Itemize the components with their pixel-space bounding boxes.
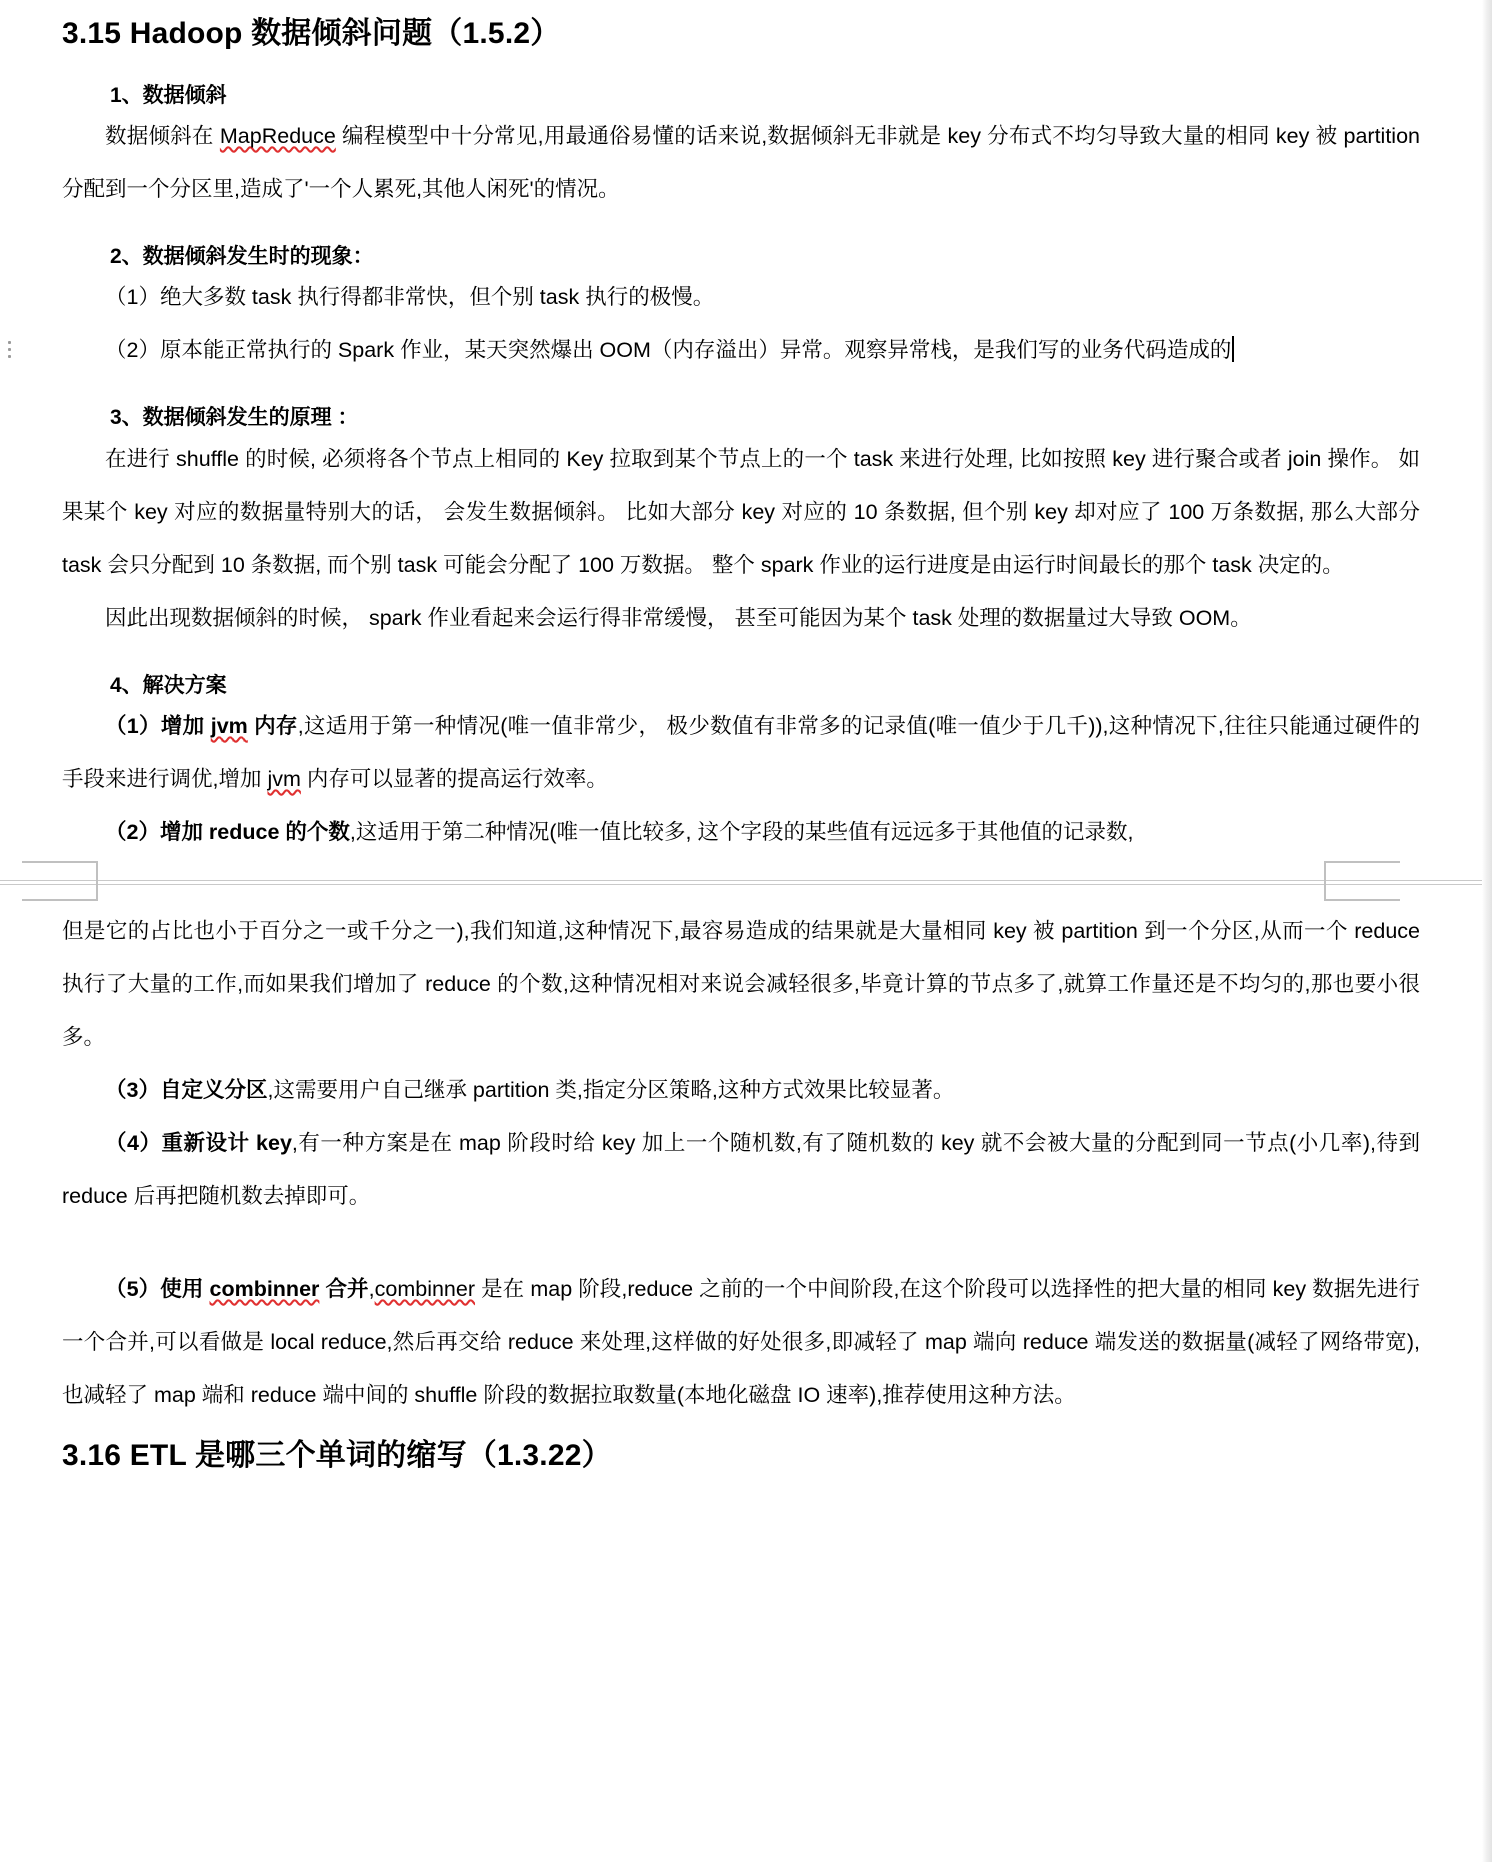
paragraph-drag-handle[interactable]	[6, 341, 12, 358]
list-item-4-5	[0, 1263, 1482, 1422]
page-title: 3.15 Hadoop 数据倾斜问题（1.5.2）	[62, 17, 561, 50]
page-break-mark-left	[22, 859, 98, 903]
list-item-4-1-label-b: 内存	[247, 714, 298, 739]
paragraph-text-lead: 数据倾斜在	[105, 123, 220, 148]
list-item-4-3-body: ,这需要用户自己继承 partition 类,指定分区策略,这种方式效果比较显著。	[267, 1078, 955, 1103]
section-heading-3: 3、数据倾斜发生的原理 ：	[110, 406, 359, 430]
page-break-rule	[0, 880, 1482, 885]
paragraph-data-skew-intro	[0, 110, 1482, 216]
list-item-2-2-text: （2）原本能正常执行的 Spark 作业，某天突然爆出 OOM（内存溢出）异常。观察异常栈，是我们写的业务代码造成的	[105, 338, 1232, 363]
text-cursor	[1232, 336, 1234, 362]
list-item-4-5-body-a: ,	[368, 1277, 375, 1302]
page-right-edge	[1482, 0, 1492, 1862]
section-heading-1: 1、数据倾斜	[110, 83, 227, 107]
drag-handle-dot	[8, 348, 11, 351]
section-heading-2: 2、数据倾斜发生时的现象：	[110, 244, 374, 268]
list-item-2-2	[0, 324, 1482, 377]
list-item-4-2-continued: 但是它的占比也小于百分之一或千分之一),我们知道,这种情况下,最容易造成的结果就是大量相同 key 被 partition 到一个分区,从而一个 reduce 执行了大量的工作,而如果我们增加了 reduce 的个数,这种情况相对来说会减轻很多,毕竟计算的节点多了,就算工作量还是不均匀的,那也要小很多。	[62, 919, 1420, 1050]
paragraph-spacer	[0, 1223, 1482, 1263]
spellcheck-term-combinner-2[interactable]: combinner	[374, 1277, 476, 1302]
paragraph-principle-2: 因此出现数据倾斜的时候， spark 作业看起来会运行得非常缓慢， 甚至可能因为某个 task 处理的数据量过大导致 OOM。	[105, 605, 1252, 630]
spellcheck-term-jvm-1[interactable]: jvm	[210, 714, 248, 739]
list-item-4-4-label: （4）重新设计 key	[105, 1131, 292, 1156]
list-item-4-5-label-a: （5）使用	[105, 1277, 210, 1302]
list-item-4-1-body-b: 内存可以显著的提高运行效率。	[300, 767, 608, 792]
list-item-4-3-label: （3）自定义分区	[105, 1078, 268, 1103]
list-item-4-1-label-a: （1）增加	[105, 714, 211, 739]
page-break-mark-right	[1324, 859, 1400, 903]
list-item-4-4-body: ,有一种方案是在 map 阶段时给 key 加上一个随机数,有了随机数的 key 就不会被大量的分配到同一节点(小几率),待到 reduce 后再把随机数去掉即可。	[62, 1131, 1420, 1209]
list-item-4-4	[0, 1117, 1482, 1223]
spellcheck-term-jvm-2[interactable]: jvm	[267, 767, 301, 792]
paragraph-principle-1: 在进行 shuffle 的时候, 必须将各个节点上相同的 Key 拉取到某个节点上的一个 task 来进行处理, 比如按照 key 进行聚合或者 join 操作。 如果某个 key 对应的数据量特别大的话， 会发生数据倾斜。 比如大部分 key 对应的 10 条数据, 但个别 key 却对应了 100 万条数据, 那么大部分 task 会只分配到 10 条数据, 而个别 task 可能会分配了 100 万数据。 整个 spark 作业的运行进度是由运行时间最长的那个 task 决定的。	[62, 446, 1420, 577]
list-item-2-1: （1）绝大多数 task 执行得都非常快，但个别 task 执行的极慢。	[105, 285, 715, 310]
spellcheck-term-combinner-1[interactable]: combinner	[209, 1277, 320, 1302]
list-item-4-3	[0, 1064, 1482, 1117]
list-item-4-5-label-b: 合并	[319, 1277, 369, 1302]
list-item-4-5-body-b: 是在 map 阶段,reduce 之前的一个中间阶段,在这个阶段可以选择性的把大量的相同 key 数据先进行一个合并,可以看做是 local reduce,然后再交给 reduce 来处理,这样做的好处很多,即减轻了 map 端向 reduce 端发送的数据量(减轻了网络带宽),也减轻了 map 端和 reduce 端中间的 shuffle 阶段的数据拉取数量(本地化磁盘 IO 速率),推荐使用这种方法。	[62, 1277, 1421, 1408]
drag-handle-dot	[8, 355, 11, 358]
list-item-4-2-body: ,这适用于第二种情况(唯一值比较多, 这个字段的某些值有远远多于其他值的记录数,	[349, 820, 1134, 845]
paragraph-text-tail: 编程模型中十分常见,用最通俗易懂的话来说,数据倾斜无非就是 key 分布式不均匀导致大量的相同 key 被 partition 分配到一个分区里,造成了'一个人累死,其他人闲死'的情况。	[62, 123, 1420, 201]
spellcheck-term-mapreduce[interactable]: MapReduce	[219, 123, 336, 148]
section-heading-4: 4、解决方案	[110, 673, 227, 697]
drag-handle-dot	[8, 341, 11, 344]
list-item-4-1	[0, 700, 1482, 806]
list-item-4-1-body-a: ,这适用于第一种情况(唯一值非常少， 极少数值有非常多的记录值(唯一值少于几千)),这种情况下,往往只能通过硬件的手段来进行调优,增加	[62, 714, 1420, 792]
next-section-title: 3.16 ETL 是哪三个单词的缩写（1.3.22）	[62, 1439, 612, 1473]
list-item-4-2	[0, 806, 1482, 859]
list-item-4-2-label: （2）增加 reduce 的个数	[105, 820, 350, 845]
page-break-separator	[0, 859, 1482, 905]
